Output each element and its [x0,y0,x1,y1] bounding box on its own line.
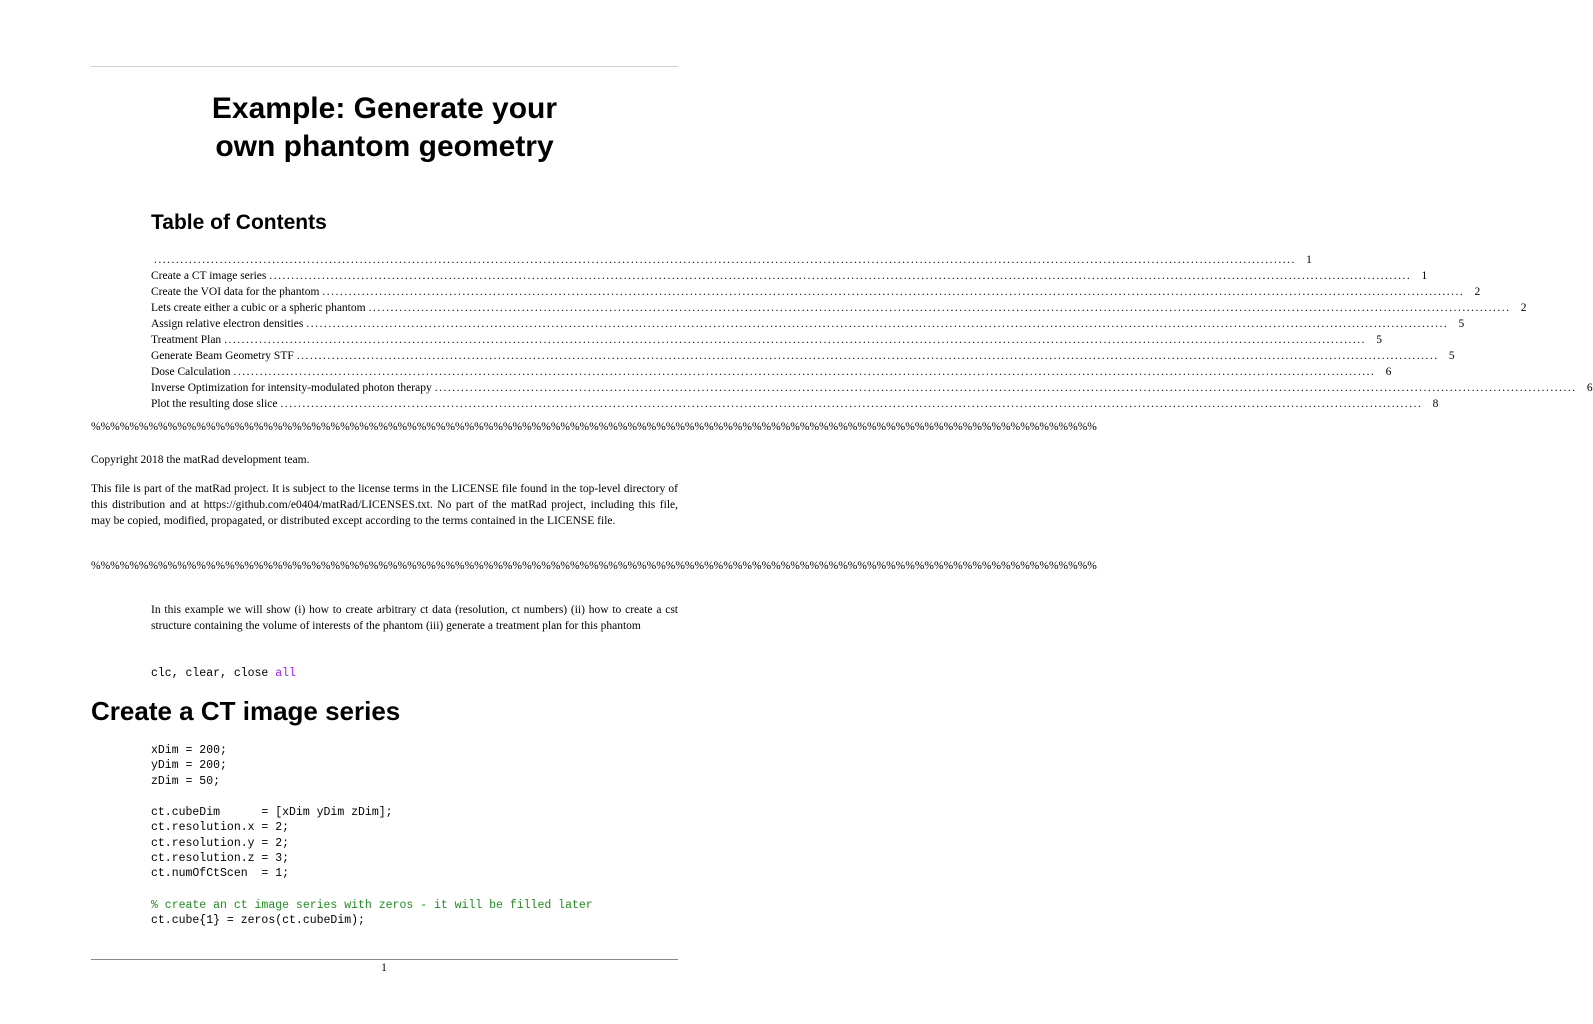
toc-entry-label[interactable]: Generate Beam Geometry STF [151,350,294,362]
toc-leader-dots [269,268,1411,284]
toc-leader-dots [280,396,1422,412]
toc-entry-label[interactable]: Dose Calculation [151,366,231,378]
toc-leader-dots [224,332,1366,348]
section-heading: Create a CT image series [91,696,401,726]
toc-entry[interactable] [151,300,1527,316]
code-block-dims: xDim = 200; yDim = 200; zDim = 50; [151,744,227,788]
license-text: This file is part of the matRad project. It is subject to the license terms in the LICENSE file found in the top-level directory of this distribution and at https://github.com/e0404/matRad/LICENSES.txt. No part of the matRad project, including this file, may be copied, modified, propagated, or distributed except according to the terms contained in the LICENSE file. [91,483,678,527]
separator-line: %%%%%%%%%%%%%%%%%%%%%%%%%%%%%%%%%%%%%%%%%%%%%%%%%%%%%%%%%%%%%%%%%%%%%%%%%%%%%%%%%%%%%%%%%%%%%%%%%%%%%%%%% [91,560,1097,572]
page-number: 1 [381,962,387,974]
toc-entry[interactable] [151,316,1465,332]
toc-entry-page: 1 [1421,270,1428,282]
toc-entry-label[interactable]: Plot the resulting dose slice [151,398,278,410]
title-line-2: own phantom geometry [215,130,554,163]
code-text: clc, clear, close [151,667,276,680]
toc-entry[interactable] [151,380,1593,396]
document-title [91,90,678,166]
toc-entry-page: 6 [1586,382,1593,394]
toc-leader-dots [369,300,1511,316]
toc-entry-label[interactable]: Assign relative electron densities [151,318,304,330]
toc-entry-page: 2 [1474,286,1481,298]
toc-entry-page: 8 [1432,398,1439,410]
copyright-text: Copyright 2018 the matRad development team. [91,454,310,466]
table-of-contents [151,252,1593,412]
toc-leader-dots [306,316,1448,332]
toc-entry-page: 2 [1520,302,1527,314]
code-block-ct: ct.cubeDim = [xDim yDim zDim]; ct.resolution.x = 2; ct.resolution.y = 2; ct.resolution.z = 3; ct.numOfCtScen = 1; [151,806,393,881]
toc-leader-dots [154,252,1296,268]
toc-entry-label[interactable]: Create the VOI data for the phantom [151,286,320,298]
toc-heading: Table of Contents [151,211,327,234]
toc-entry[interactable] [151,364,1392,380]
toc-entry-page: 5 [1376,334,1383,346]
code-keyword: all [275,667,296,680]
title-line-1: Example: Generate your [211,92,558,125]
toc-leader-dots [322,284,1464,300]
toc-entry-page: 1 [1306,254,1312,266]
toc-leader-dots [297,348,1439,364]
toc-entry[interactable] [151,396,1439,412]
toc-entry[interactable] [151,252,1312,268]
header-rule [91,66,678,67]
separator-line: %%%%%%%%%%%%%%%%%%%%%%%%%%%%%%%%%%%%%%%%%%%%%%%%%%%%%%%%%%%%%%%%%%%%%%%%%%%%%%%%%%%%%%%%%%%%%%%%%%%%%%%%% [91,421,1097,433]
toc-entry-page: 5 [1458,318,1465,330]
toc-entry-page: 5 [1448,350,1455,362]
toc-entry-label[interactable]: Create a CT image series [151,270,267,282]
toc-entry[interactable] [151,348,1455,364]
toc-leader-dots [234,364,1376,380]
code-block-clear [151,666,296,681]
toc-leader-dots [435,380,1577,396]
toc-entry[interactable] [151,268,1428,284]
toc-entry[interactable] [151,332,1383,348]
footer-rule [91,959,678,960]
toc-entry-page: 6 [1385,366,1392,378]
code-line-cube: ct.cube{1} = zeros(ct.cubeDim); [151,914,365,927]
code-comment: % create an ct image series with zeros - it will be filled later [151,899,593,912]
toc-entry-label[interactable]: Treatment Plan [151,334,222,346]
toc-entry-label[interactable]: Lets create either a cubic or a spheric phantom [151,302,366,314]
intro-paragraph: In this example we will show (i) how to create arbitrary ct data (resolution, ct numbers) (ii) how to create a cst structure containing the volume of interests of the phantom (iii) generate a treatment plan for this phantom [151,604,678,632]
toc-entry[interactable] [151,284,1481,300]
toc-entry-label[interactable]: Inverse Optimization for intensity-modulated photon therapy [151,382,432,394]
